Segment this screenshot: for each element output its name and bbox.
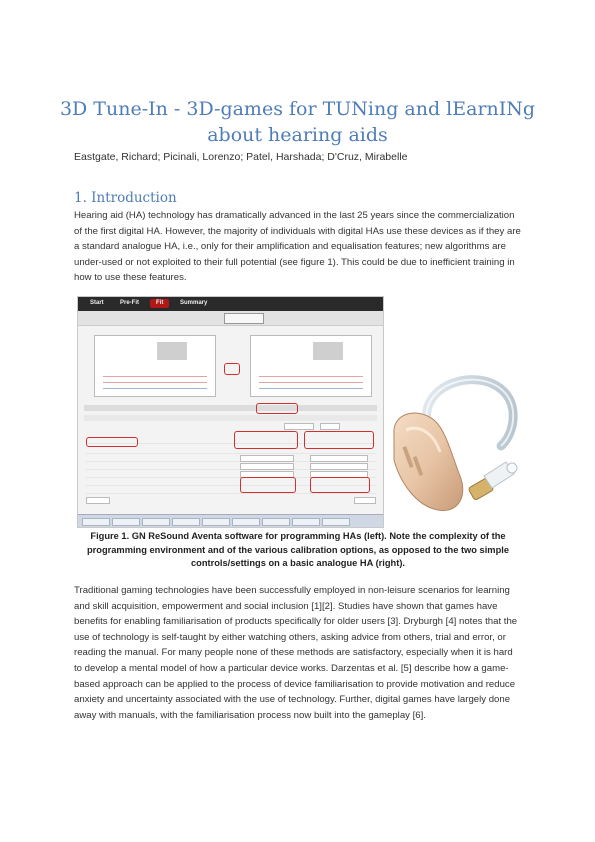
software-screenshot [77, 296, 384, 528]
streamer-select [284, 423, 314, 430]
highlight-box-center [224, 363, 240, 375]
paper-title [40, 96, 555, 148]
highlight-box-feature [86, 437, 138, 447]
windows-taskbar [78, 514, 383, 527]
body-paragraph [74, 583, 522, 723]
intro-paragraph [74, 208, 522, 286]
highlight-box-program [256, 403, 298, 414]
paragraph-text: Hearing aid (HA) technology has dramatically advanced in the last 25 years since the commercialization of the first digital HA. However, the majority of individuals with digital HAs use these devices as if they are a standard analogue HA, i.e., only for their amplification and equalisation features; new algorithms are under-used or not exploited to their full potential (see figure 1). This could be due to inefficient training in how to use these features. [74, 210, 521, 284]
left-gain-graph [94, 335, 216, 397]
level-select [320, 423, 340, 430]
figure-caption: Figure 1. GN ReSound Aventa software for programming HAs (left). Note the complexity of the programming environment and of the various calibration options, as opposed to the two simple controls/settings on a basic analogue HA (right). [86, 531, 510, 569]
tab-summary: Summary [180, 300, 208, 306]
feature-tabs-strip [84, 415, 377, 421]
software-footer-button [86, 497, 110, 504]
title-line-2: about hearing aids [207, 124, 388, 146]
paragraph-text: Traditional gaming technologies have been successfully employed in non-leisure scenarios for learning and skill acquisition, empowerment and social inclusion [1][2]. Studies have shown that games have benefits for enabling familiarisation of products specifically for older users [3]. Dryburgh [4] notes that the use of technology is self-taught by either watching others, asking advice from others, trial and error, or reading the manual. For many people none of these methods are satisfactory, especially when it is hard to develop a mental model of how a particular device works. Darzentas et al. [5] describe how a game-based approach can be applied to the process of device familiarisation to provide motivation and reduce anxiety and uncertainty associated with the use of technology. Further, digital games have largely done away with manuals, with the familiarisation process now built into the gameplay [6]. [74, 585, 518, 721]
author-list: Eastgate, Richard; Picinali, Lorenzo; Patel, Harshada; D'Cruz, Mirabelle [74, 151, 408, 163]
tab-fit: Fit [150, 299, 169, 308]
tab-pre-fit: Pre-Fit [120, 300, 140, 306]
software-connect-button [224, 313, 264, 324]
software-save-button [354, 497, 376, 504]
tab-start: Start [90, 300, 104, 306]
software-header-bar [78, 297, 383, 311]
right-gain-graph [250, 335, 372, 397]
hearing-aid-image [386, 364, 526, 519]
section-heading: 1. Introduction [74, 190, 177, 206]
title-line-1: 3D Tune-In - 3D-games for TUNing and lEarnINg [59, 98, 536, 120]
program-tabs-strip [84, 405, 377, 411]
